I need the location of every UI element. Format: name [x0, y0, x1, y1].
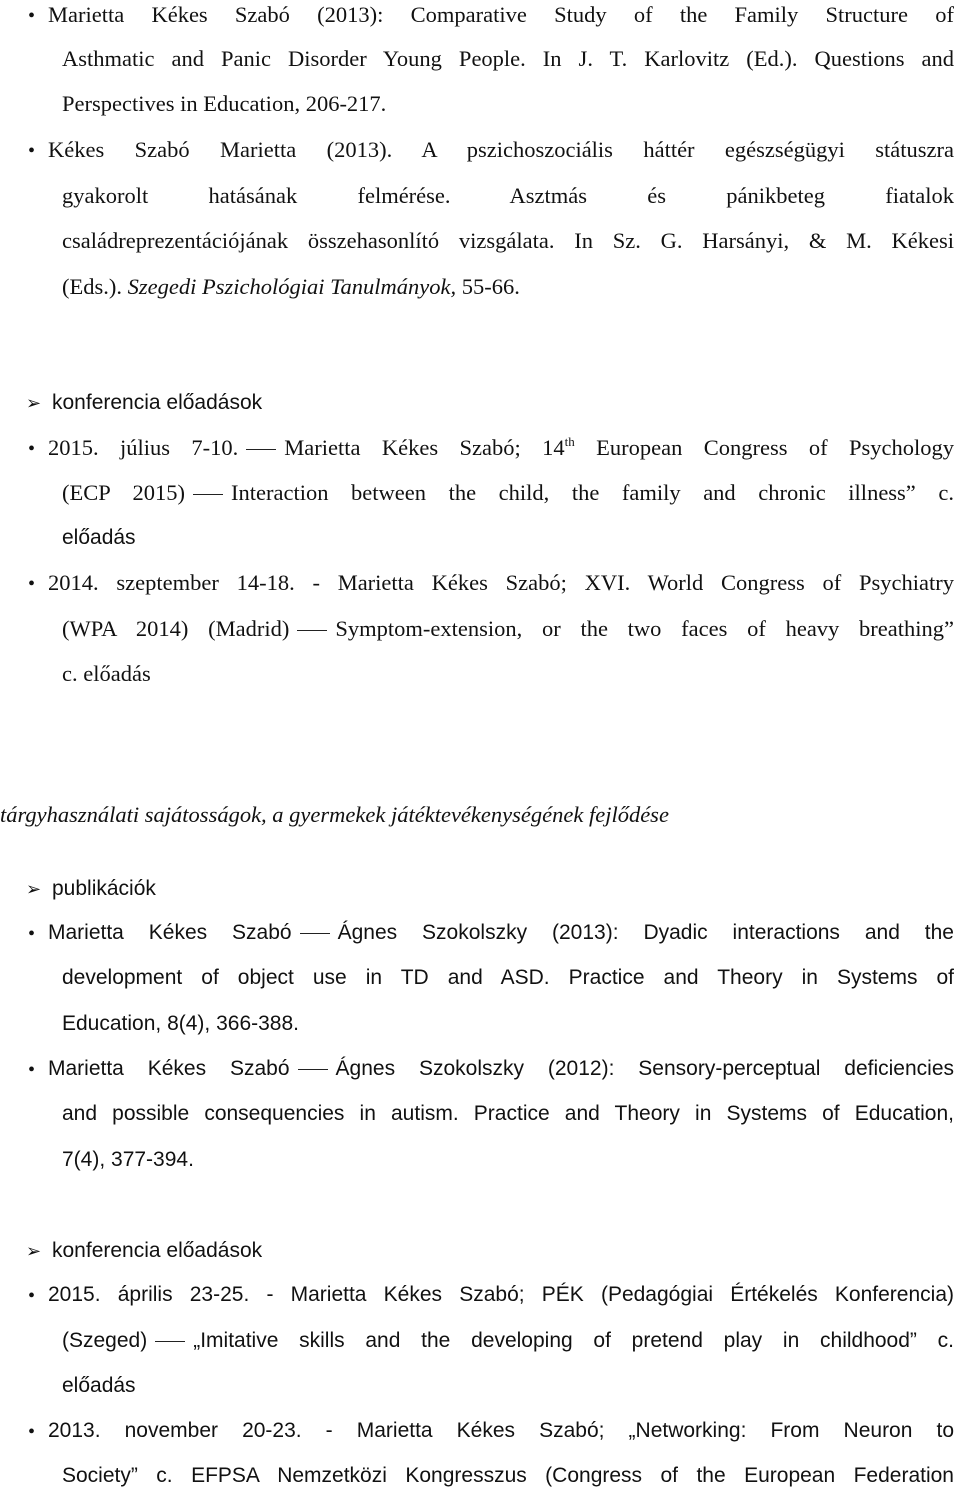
text-line-wrap [0, 1326, 960, 1372]
text-line [48, 433, 954, 463]
dash-divider [155, 1341, 185, 1342]
text-line: 2014. szeptember 14-18. - Marietta Kékes Szabó; XVI. World Congress of Psychiatry [48, 570, 954, 595]
text-line: and possible consequencies in autism. Practice and Theory in Systems of Education, [62, 1102, 954, 1125]
list-item [0, 1280, 960, 1326]
text-line-wrap [0, 226, 960, 272]
text-line: Asthmatic and Panic Disorder Young People. In J. T. Karlovitz (Ed.). Questions and [62, 46, 954, 71]
text-line: 7(4), 377-394. [62, 1148, 194, 1171]
bullet [28, 918, 35, 949]
text-segment: 2015. július 7-10. [48, 435, 239, 460]
dash-divider [297, 630, 327, 631]
journal-title: Szegedi Pszichológiai Tanulmányok, [127, 274, 457, 299]
text-line-wrap [0, 478, 960, 524]
text-line: Society” c. EFPSA Nemzetközi Kongresszus (Congress of the European Federation [62, 1464, 954, 1487]
text-segment: 55-66. [456, 274, 520, 299]
bullet [28, 568, 35, 599]
text-line-wrap [0, 963, 960, 1009]
text-segment: Marietta Kékes Szabó [48, 921, 292, 944]
text-line-wrap [0, 659, 960, 705]
bullet [28, 0, 35, 31]
section-title: tárgyhasználati sajátosságok, a gyermekek játéktevékenységének fejlődése [0, 802, 669, 827]
text-segment: „Imitative skills and the developing of pretend play in childhood” c. [193, 1329, 954, 1352]
text-line-wrap [0, 523, 960, 569]
list-item [0, 918, 960, 964]
text-line [62, 272, 520, 302]
subheading [0, 1235, 960, 1281]
text-line-wrap [0, 1371, 960, 1417]
text-segment: (ECP 2015) [62, 480, 185, 505]
bullet [28, 1280, 35, 1311]
text-line: c. előadás [62, 661, 151, 686]
list-item [0, 1416, 960, 1462]
arrow-bullet-icon: ➢ [26, 393, 42, 414]
text-segment: (Szeged) [62, 1329, 148, 1352]
text-line: családreprezentációjának összehasonlító vizsgálata. In Sz. G. Harsányi, & M. Kékesi [62, 228, 954, 253]
bullet [28, 135, 35, 166]
text-line: Education, 8(4), 366-388. [62, 1012, 299, 1035]
text-line [48, 1054, 954, 1084]
bullet [28, 1054, 35, 1085]
text-line: előadás [62, 1374, 136, 1397]
subheading-label: konferencia előadások [52, 1239, 263, 1262]
text-line-wrap [0, 181, 960, 227]
text-line: development of object use in TD and ASD. Practice and Theory in Systems of [62, 966, 954, 989]
bullet [28, 433, 35, 464]
dash-divider [246, 449, 276, 450]
text-segment: Marietta Kékes Szabó [48, 1057, 290, 1080]
text-line-wrap [0, 89, 960, 135]
text-line: Marietta Kékes Szabó (2013): Comparative Study of the Family Structure of [48, 2, 954, 27]
bullet [28, 1416, 35, 1447]
text-segment: Marietta Kékes Szabó; 14 [284, 435, 565, 460]
text-line [62, 1326, 954, 1356]
text-line-wrap [0, 1099, 960, 1145]
text-segment: Ágnes Szokolszky (2012): Sensory-perceptual deficiencies [335, 1057, 954, 1080]
subheading-label: publikációk [52, 877, 156, 900]
text-line: gyakorolt hatásának felmérése. Asztmás és pánikbeteg fiatalok [62, 183, 954, 208]
arrow-bullet-icon: ➢ [26, 879, 42, 900]
text-line [62, 478, 954, 508]
list-item [0, 433, 960, 479]
text-line-wrap [0, 614, 960, 660]
text-line-wrap [0, 272, 960, 318]
text-line: Kékes Szabó Marietta (2013). A pszichoszociális háttér egészségügyi státuszra [48, 137, 954, 162]
dash-divider [193, 494, 223, 495]
list-item [0, 568, 960, 614]
text-line [62, 614, 954, 644]
dash-divider [300, 933, 330, 934]
list-item [0, 1054, 960, 1100]
superscript: th [564, 434, 575, 449]
list-item [0, 0, 960, 46]
text-line-wrap [0, 1145, 960, 1191]
text-line: Perspectives in Education, 206-217. [62, 91, 387, 116]
text-segment: Interaction between the child, the family and chronic illness” c. [231, 480, 954, 505]
text-line: előadás [62, 526, 136, 549]
text-segment: (WPA 2014) (Madrid) [62, 616, 290, 641]
section-title-wrap [0, 800, 960, 846]
subheading [0, 387, 960, 433]
text-segment: Symptom-extension, or the two faces of heavy breathing” [335, 616, 954, 641]
text-line-wrap [0, 44, 960, 90]
subheading-label: konferencia előadások [52, 391, 263, 414]
text-segment: European Congress of Psychology [574, 435, 954, 460]
text-line [48, 918, 954, 948]
text-line: 2013. november 20-23. - Marietta Kékes Szabó; „Networking: From Neuron to [48, 1419, 954, 1442]
list-item [0, 135, 960, 181]
arrow-bullet-icon: ➢ [26, 1241, 42, 1262]
text-segment: Ágnes Szokolszky (2013): Dyadic interactions and the [337, 921, 954, 944]
text-line-wrap [0, 1009, 960, 1055]
text-line-wrap [0, 1461, 960, 1507]
subheading [0, 873, 960, 919]
text-segment: (Eds.). [62, 274, 128, 299]
dash-divider [298, 1069, 328, 1070]
text-line: 2015. április 23-25. - Marietta Kékes Szabó; PÉK (Pedagógiai Értékelés Konferencia) [48, 1283, 954, 1306]
